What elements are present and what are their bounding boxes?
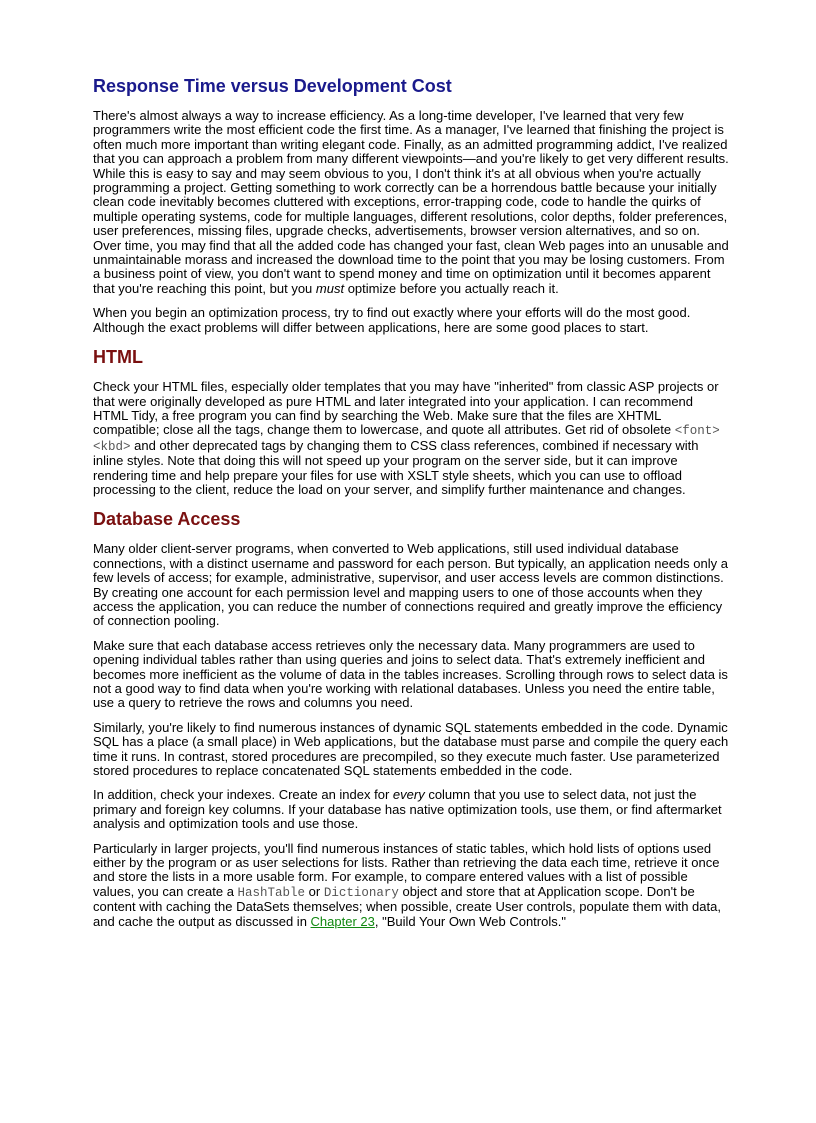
- section-heading-database-access: Database Access: [93, 509, 241, 530]
- chapter-23-link[interactable]: Chapter 23: [310, 913, 375, 929]
- paragraph: Many older client-server programs, when converted to Web applications, still used individual database connections, with a distinct username and password for each person. But typically, an application needs only a few levels of access; for example, administrative, supervisor, and user access levels are common distinctions. By creating one account for each permission level and mapping users to one of those accounts when they access the application, you can reduce the number of connections required and greatly improve the efficiency of connection pooling.: [93, 541, 728, 629]
- paragraph: Similarly, you're likely to find numerous instances of dynamic SQL statements embedded in the code. Dynamic SQL has a place (a small place) in Web applications, but the database must parse and compile the query each time it runs. In contrast, stored procedures are precompiled, so they execute much faster. Use parameterized stored procedures to replace concatenated SQL statements embedded in the code.: [93, 719, 729, 779]
- inline-code: <kbd>: [93, 439, 131, 454]
- emphasis: must: [315, 280, 345, 296]
- section-heading-html: HTML: [93, 347, 143, 368]
- paragraph: When you begin an optimization process, try to find out exactly where your efforts will do the most good. Although the exact problems will differ between applications, here are some good places to start.: [93, 305, 691, 335]
- paragraph: There's almost always a way to increase efficiency. As a long-time developer, I've learned that very few programmers write the most efficient code the first time. As a manager, I've learned that finishing the project is often much more important than writing elegant code. Finally, as an admitted programming addict, I've realized that you can approach a problem from many different viewpoints—and you're likely to get very different results. While this is easy to say and may seem obvious to you, I don't think it's at all obvious when you're actually programming a project. Getting something to work correctly can be a horrendous battle because your initially clean code inevitably becomes cluttered with exceptions, error-trapping code, code to handle the quirks of multiple operating systems, code for multiple languages, different resolutions, color depths, folder preferences, user preferences, missing files, upgrade checks, advertisements, browser version alternatives, and so on. Over time, you may find that all the added code has changed your fast, clean Web pages into an unusable and unmaintainable morass and increased the download time to the point that you may be losing customers. From a business point of view, you don't want to spend money and time on optimization until it becomes apparent that you're reaching this point, but you must optimize before you actually reach it.: [93, 108, 729, 296]
- inline-code: <font>: [674, 424, 720, 439]
- paragraph: Check your HTML files, especially older templates that you may have "inherited" from classic ASP projects or that were originally developed as pure HTML and later integrated into your application. I can recommend HTML Tidy, a free program you can find by searching the Web. Make sure that the files are XHTML compatible; close all the tags, change them to lowercase, and quote all attributes. Get rid of obsolete <font> <kbd> and other deprecated tags by changing them to CSS class references, combined if necessary with inline styles. Note that doing this will not speed up your program on the server side, but it can improve rendering time and help prepare your files for use with XSLT style sheets, which you can use to offload processing to the client, reduce the load on your server, and simplify further maintenance and changes.: [93, 379, 720, 497]
- inline-code: HashTable: [237, 885, 306, 900]
- paragraph: Make sure that each database access retrieves only the necessary data. Many programmers are used to opening individual tables rather than using queries and joins to select data. That's extremely inefficient and becomes more inefficient as the volume of data in the tables increases. Scrolling through rows to select data is not a good way to find data when you're working with relational databases. Unless you need the entire table, use a query to retrieve the rows and columns you need.: [93, 637, 728, 711]
- emphasis: every: [392, 787, 425, 803]
- document-page: [93, 76, 729, 939]
- inline-code: Dictionary: [323, 885, 399, 900]
- paragraph: Particularly in larger projects, you'll find numerous instances of static tables, which hold lists of options used either by the program or as user selections for lists. Rather than retrieving the data each time, retrieve it once and store the lists in a more usable form. For example, to compare entered values with a list of possible values, you can create a HashTable or Dictionary object and store that at Application scope. Don't be content with caching the DataSets themselves; when possible, create User controls, populate them with data, and cache the output as discussed in Chapter 23, "Build Your Own Web Controls.": [93, 840, 721, 929]
- paragraph: In addition, check your indexes. Create an index for every column that you use to select data, not just the primary and foreign key columns. If your database has native optimization tools, use them, or find aftermarket analysis and optimization tools and use those.: [93, 787, 722, 832]
- section-heading-response-time: Response Time versus Development Cost: [93, 76, 452, 96]
